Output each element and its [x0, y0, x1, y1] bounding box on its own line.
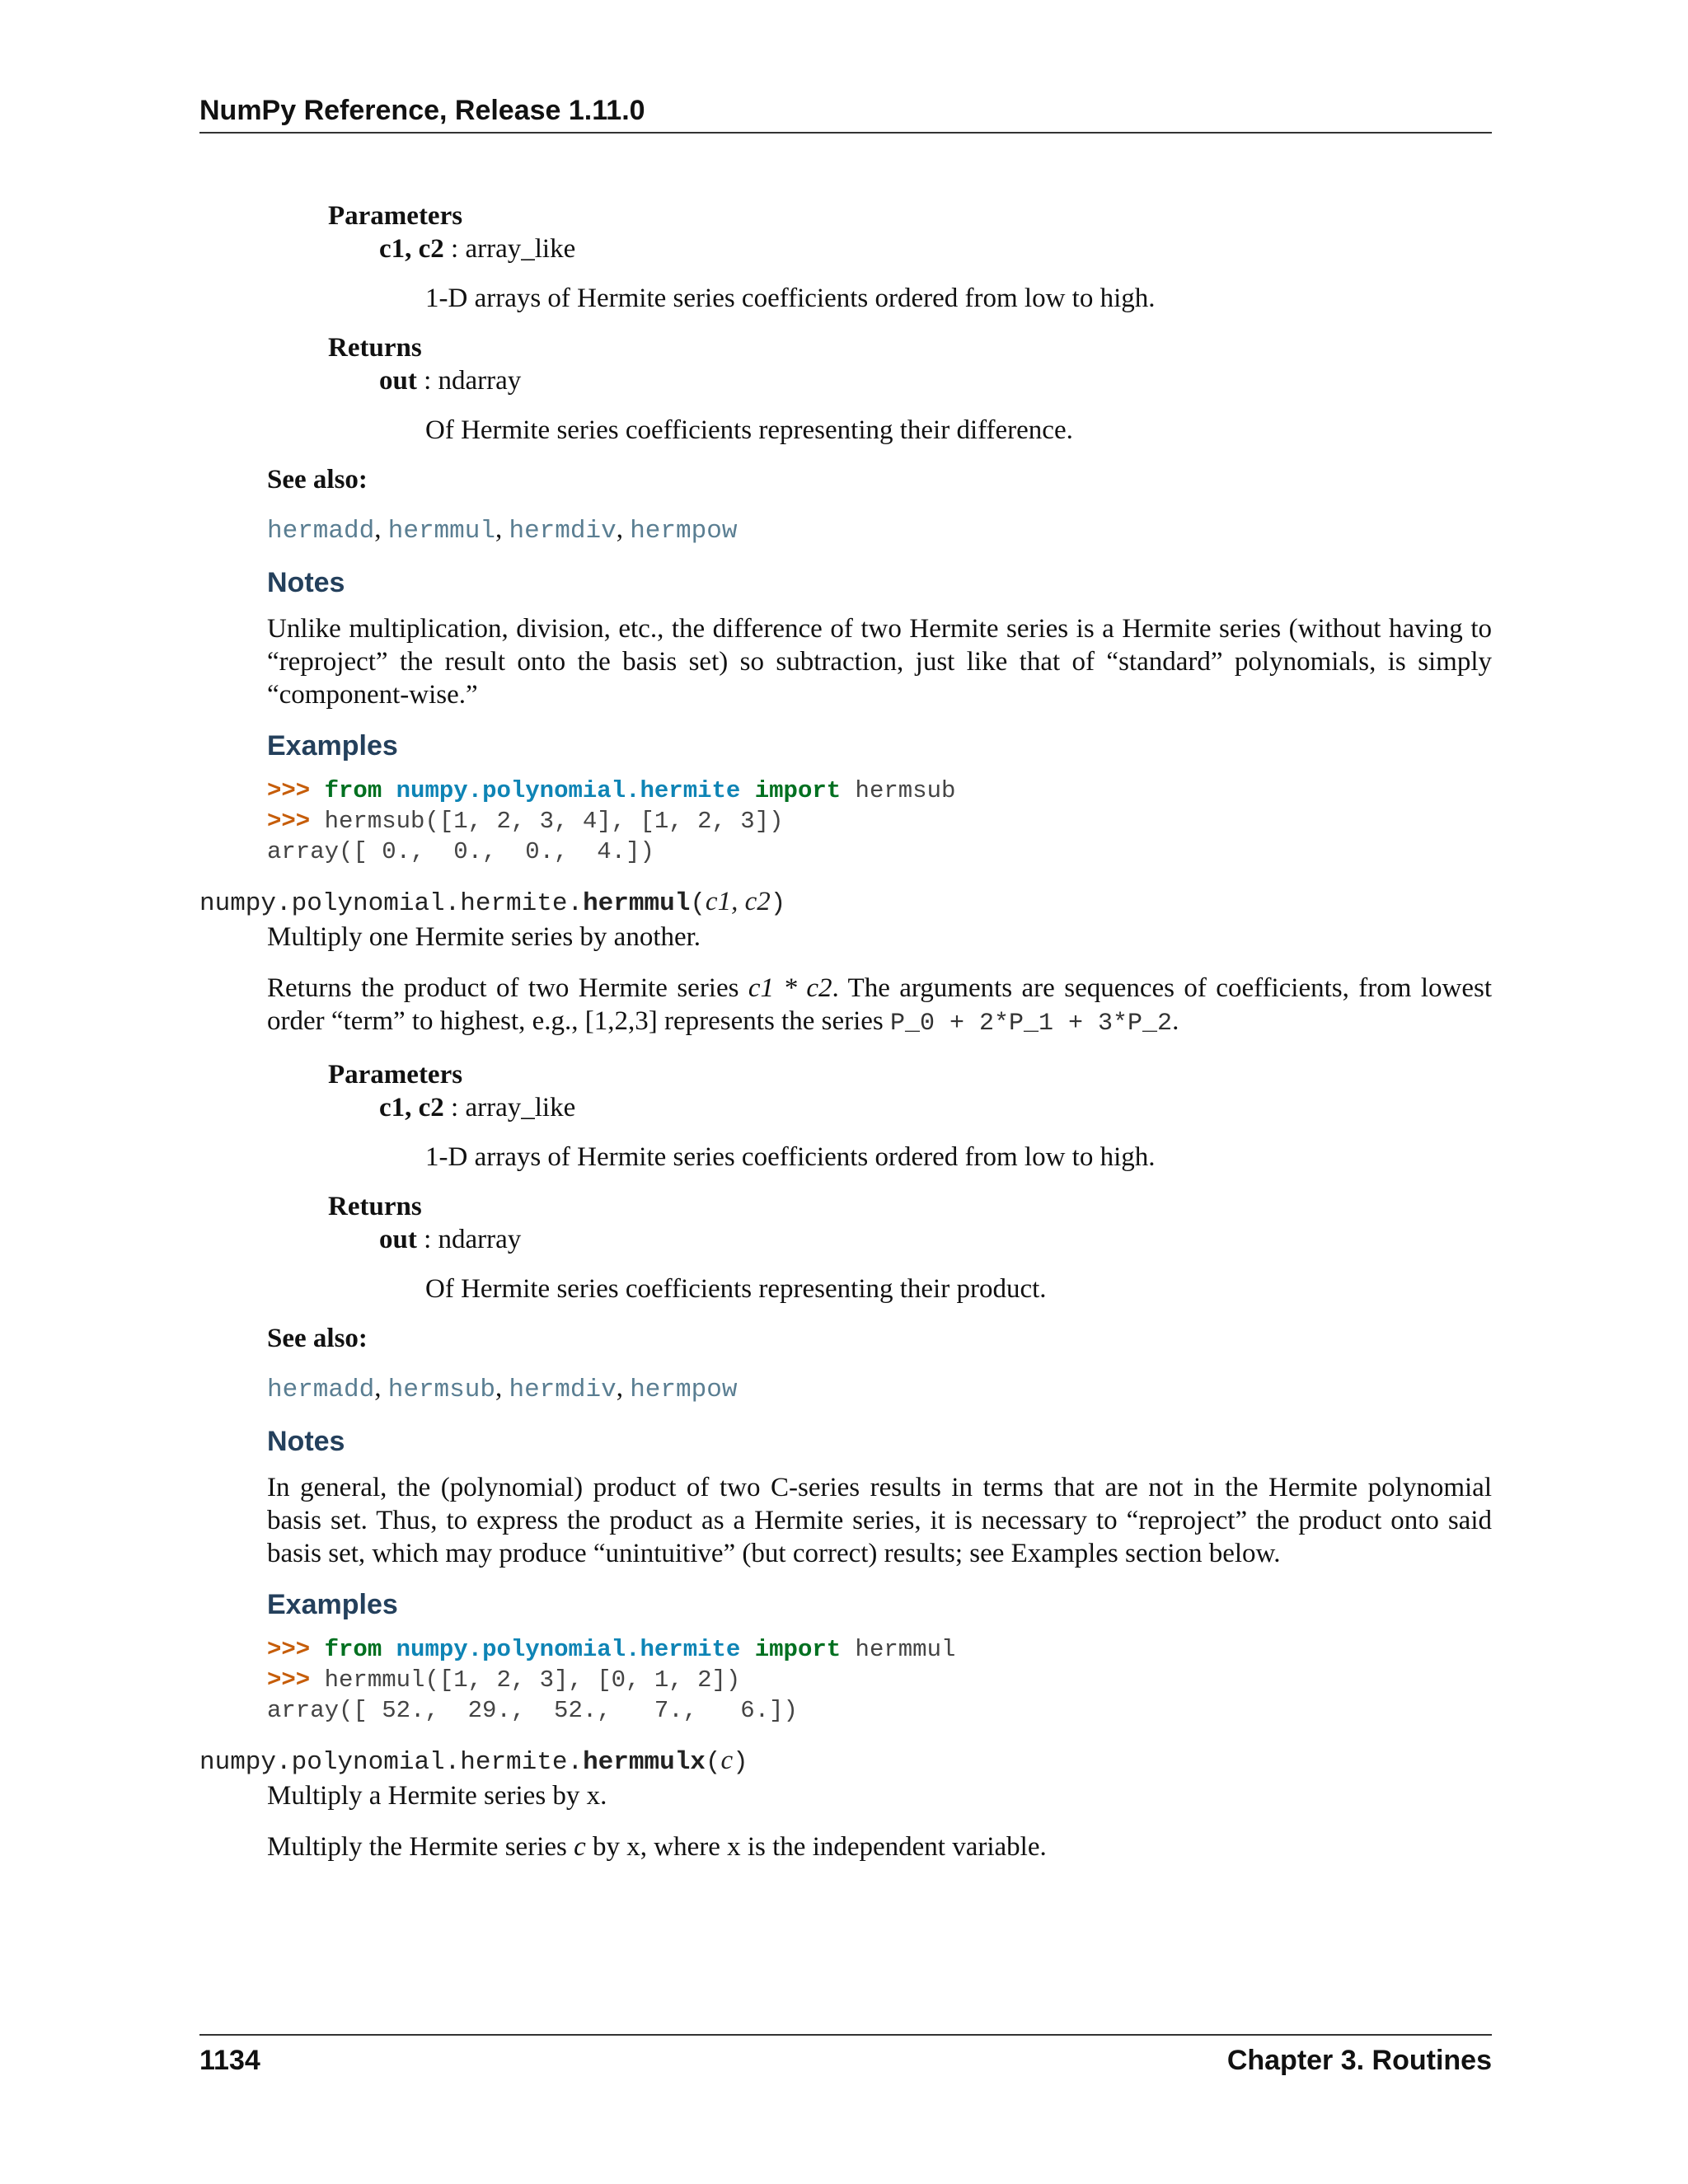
- desc-part: Multiply the Hermite series: [267, 1832, 574, 1862]
- code-keyword: import: [754, 777, 842, 804]
- link-hermdiv[interactable]: hermdiv: [509, 517, 617, 546]
- link-hermadd[interactable]: hermadd: [267, 517, 375, 546]
- param-name: c1, c2: [379, 1093, 444, 1122]
- return-type: ndarray: [438, 1225, 522, 1254]
- return-block: [379, 1223, 1492, 1305]
- header-title: NumPy Reference, Release 1.11.0: [199, 95, 645, 126]
- returns-label: Returns: [328, 333, 422, 363]
- code-call: hermmul([1, 2, 3], [0, 1, 2]): [324, 1666, 741, 1694]
- chapter-label: Chapter 3. Routines: [1226, 2045, 1492, 2076]
- return-entry: [379, 1223, 1492, 1256]
- hermmul-signature: numpy.polynomial.hermite.hermmul(c1, c2): [199, 887, 786, 918]
- notes-heading: Notes: [267, 1426, 345, 1457]
- link-hermpow[interactable]: hermpow: [630, 517, 738, 546]
- sig-args: c: [720, 1746, 734, 1775]
- param-sep: :: [443, 234, 466, 264]
- code-output: array([ 0., 0., 0., 4.]): [267, 838, 654, 865]
- description-text: [267, 1830, 1492, 1863]
- param-entry: [379, 232, 1492, 265]
- page-content: [199, 199, 1492, 1882]
- return-desc: Of Hermite series coefficients representing their difference.: [425, 415, 1073, 445]
- code-call: hermsub([1, 2, 3, 4], [1, 2, 3]): [324, 808, 784, 835]
- sig-name: hermmul: [583, 889, 691, 918]
- examples-heading: Examples: [267, 730, 398, 762]
- parameters-label: Parameters: [328, 1060, 463, 1090]
- hermmul-extra: [267, 1322, 1492, 1726]
- desc-part: Returns the product of two Hermite series: [267, 973, 748, 1003]
- sig-args: c1, c2: [705, 887, 771, 916]
- code-keyword: from: [324, 777, 382, 804]
- see-also-label: See also:: [267, 1324, 368, 1353]
- return-entry: [379, 364, 1492, 397]
- link-hermsub[interactable]: hermsub: [387, 1376, 495, 1404]
- code-name: hermsub: [841, 777, 956, 804]
- desc-part: by x, where x is the independent variable.: [585, 1832, 1047, 1862]
- hermmul-parameters: [328, 1058, 1492, 1305]
- param-sep: :: [416, 1225, 438, 1254]
- param-sep: :: [416, 366, 438, 396]
- param-block: [379, 1091, 1492, 1174]
- code-prompt: >>>: [267, 777, 325, 804]
- code-example: [267, 1634, 1492, 1726]
- see-also-label: See also:: [267, 465, 368, 494]
- desc-part: . The arguments are sequences of coefficients, from lowest order “term” to highest, e.g., [1,2,3] represents the series: [267, 973, 1492, 1036]
- return-type: ndarray: [438, 366, 522, 396]
- desc-end: .: [1172, 1006, 1179, 1036]
- link-hermpow[interactable]: hermpow: [630, 1376, 738, 1404]
- param-sep: :: [443, 1093, 466, 1122]
- link-hermdiv[interactable]: hermdiv: [509, 1376, 617, 1404]
- hermmulx-body: [267, 1779, 1492, 1863]
- return-name: out: [379, 1225, 417, 1254]
- return-block: [379, 364, 1492, 447]
- parameters-label: Parameters: [328, 201, 463, 231]
- code-keyword: from: [324, 1636, 382, 1663]
- param-desc: 1-D arrays of Hermite series coefficients ordered from low to high.: [425, 1142, 1156, 1172]
- code-prompt: >>>: [267, 1636, 325, 1663]
- examples-heading: Examples: [267, 1589, 398, 1620]
- see-also-links: hermadd, hermmul, hermdiv, hermpow: [267, 514, 738, 546]
- hermsub-body: [267, 463, 1492, 867]
- notes-text: Unlike multiplication, division, etc., the difference of two Hermite series is a Hermite series (without having to “reproject” the result onto the basis set) so subtraction, just like that of “standard” polynomials, is simply “component-wise.”: [267, 614, 1492, 710]
- code-keyword: import: [754, 1636, 842, 1663]
- hermsub-parameters: [328, 199, 1492, 447]
- return-name: out: [379, 366, 417, 396]
- param-type: array_like: [465, 1093, 576, 1122]
- notes-text: In general, the (polynomial) product of two C-series results in terms that are not in the Hermite polynomial basis set. Thus, to express the product as a Hermite series, it is necessary to “reproject” the product onto said basis set, which may produce “unintuitive” (but correct) results; see Examples section below.: [267, 1473, 1492, 1568]
- param-desc: 1-D arrays of Hermite series coefficients ordered from low to high.: [425, 284, 1156, 313]
- desc-italic: c: [574, 1832, 586, 1862]
- sig-prefix: numpy.polynomial.hermite.: [199, 1748, 584, 1777]
- param-type: array_like: [465, 234, 576, 264]
- hermmulx-signature: numpy.polynomial.hermite.hermmulx(c): [199, 1746, 748, 1777]
- code-module: numpy.polynomial.hermite: [396, 1636, 741, 1663]
- link-hermmul[interactable]: hermmul: [387, 517, 495, 546]
- code-module: numpy.polynomial.hermite: [396, 777, 741, 804]
- page-header: [199, 92, 1492, 134]
- page-number: 1134: [199, 2045, 260, 2076]
- page-footer: [199, 2034, 1492, 2079]
- param-name: c1, c2: [379, 234, 444, 264]
- param-entry: [379, 1091, 1492, 1124]
- sig-prefix: numpy.polynomial.hermite.: [199, 889, 584, 918]
- sig-name: hermmulx: [583, 1748, 706, 1777]
- link-hermadd[interactable]: hermadd: [267, 1376, 375, 1404]
- param-block: [379, 232, 1492, 315]
- description-text: [267, 972, 1492, 1040]
- summary-text: Multiply a Hermite series by x.: [267, 1781, 607, 1811]
- code-example: [267, 776, 1492, 867]
- desc-italic: c1 * c2: [748, 973, 832, 1003]
- desc-code: P_0 + 2*P_1 + 3*P_2: [890, 1010, 1173, 1038]
- see-also-links: hermadd, hermsub, hermdiv, hermpow: [267, 1373, 738, 1404]
- code-name: hermmul: [841, 1636, 956, 1663]
- code-output: array([ 52., 29., 52., 7., 6.]): [267, 1697, 798, 1724]
- summary-text: Multiply one Hermite series by another.: [267, 922, 701, 952]
- return-desc: Of Hermite series coefficients representing their product.: [425, 1274, 1047, 1304]
- notes-heading: Notes: [267, 567, 345, 598]
- returns-label: Returns: [328, 1192, 422, 1221]
- code-prompt: >>>: [267, 1666, 325, 1694]
- code-prompt: >>>: [267, 808, 325, 835]
- hermmul-body: [267, 921, 1492, 1040]
